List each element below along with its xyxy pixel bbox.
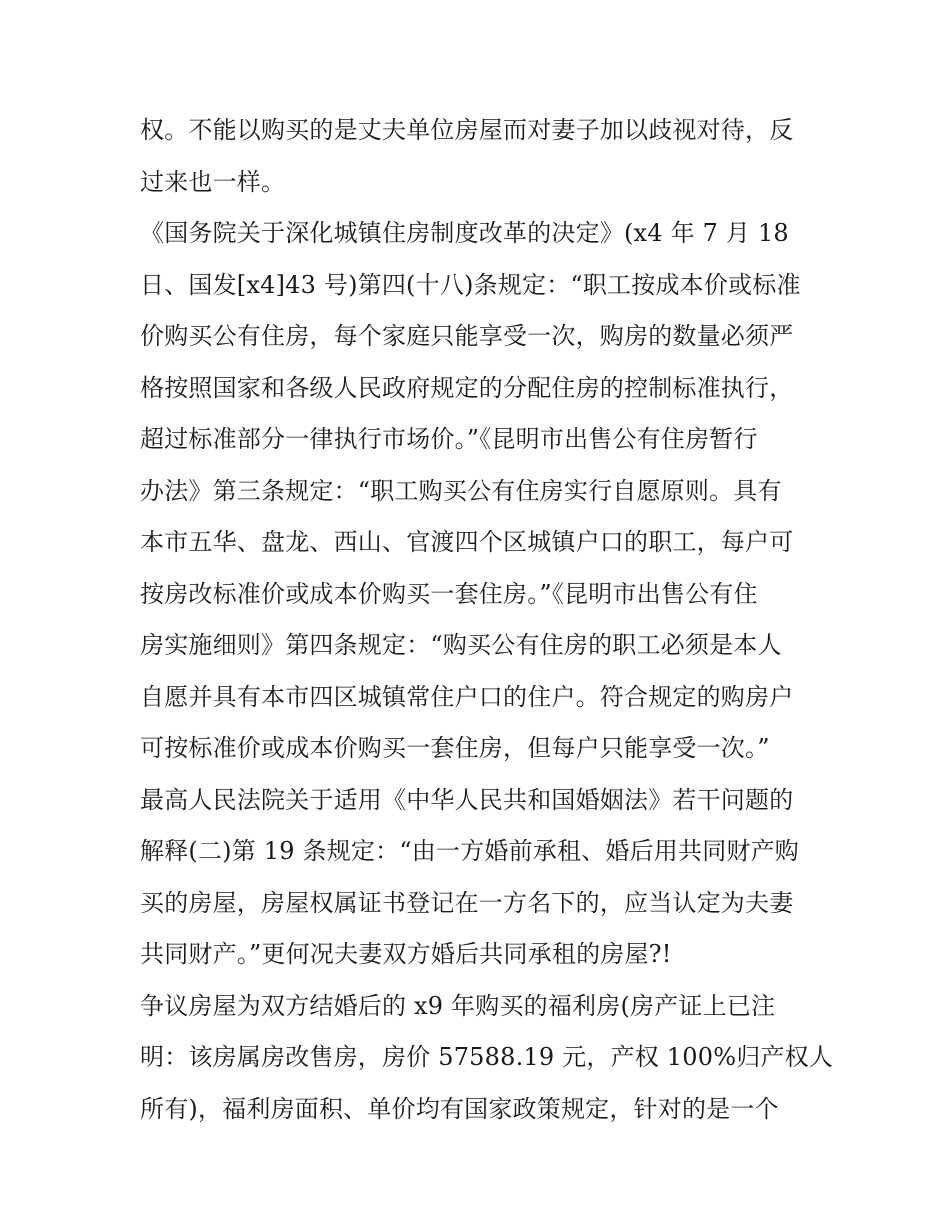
- text-line: 可按标准价或成本价购买一套住房，但每户只能享受一次。”: [140, 734, 770, 762]
- text-line: 争议房屋为双方结婚后的 x9 年购买的福利房(房产证上已注: [140, 991, 776, 1020]
- document-body: [140, 105, 834, 1135]
- text-line: 共同财产。”更何况夫妻双方婚后共同承租的房屋?!: [140, 940, 672, 968]
- text-line: 超过标准部分一律执行市场价。”《昆明市出售公有住房暂行: [140, 425, 758, 453]
- text-line: 《国务院关于深化城镇住房制度改革的决定》(x4 年 7 月 18: [140, 219, 789, 247]
- text-line: 买的房屋，房屋权属证书登记在一方名下的，应当认定为夫妻: [140, 888, 794, 917]
- text-line: 办法》第三条规定：“职工购买公有住房实行自愿原则。具有: [140, 476, 782, 505]
- text-line: 价购买公有住房，每个家庭只能享受一次，购房的数量必须严: [140, 322, 794, 350]
- text-line: 日、国发[x4]43 号)第四(十八)条规定：“职工按成本价或标准: [140, 270, 801, 299]
- text-line: 解释(二)第 19 条规定：“由一方婚前承租、婚后用共同财产购: [140, 837, 799, 865]
- text-line: 过来也一样。: [140, 167, 286, 196]
- text-line: 所有)，福利房面积、单价均有国家政策规定，针对的是一个: [140, 1094, 779, 1123]
- text-line: 本市五华、盘龙、西山、官渡四个区城镇户口的职工，每户可: [140, 528, 794, 556]
- text-line: 房实施细则》第四条规定：“购买公有住房的职工必须是本人: [140, 631, 782, 659]
- text-line: 明：该房属房改售房，房价 57588.19 元，产权 100%归产权人: [140, 1043, 834, 1071]
- text-line: 最高人民法院关于适用《中华人民共和国婚姻法》若干问题的: [140, 785, 794, 814]
- text-line: 权。不能以购买的是丈夫单位房屋而对妻子加以歧视对待，反: [140, 116, 794, 144]
- text-line: 自愿并具有本市四区城镇常住户口的住户。符合规定的购房户: [140, 682, 794, 711]
- text-line: 按房改标准价或成本价购买一套住房。”《昆明市出售公有住: [140, 579, 758, 608]
- text-line: 格按照国家和各级人民政府规定的分配住房的控制标准执行，: [140, 373, 794, 402]
